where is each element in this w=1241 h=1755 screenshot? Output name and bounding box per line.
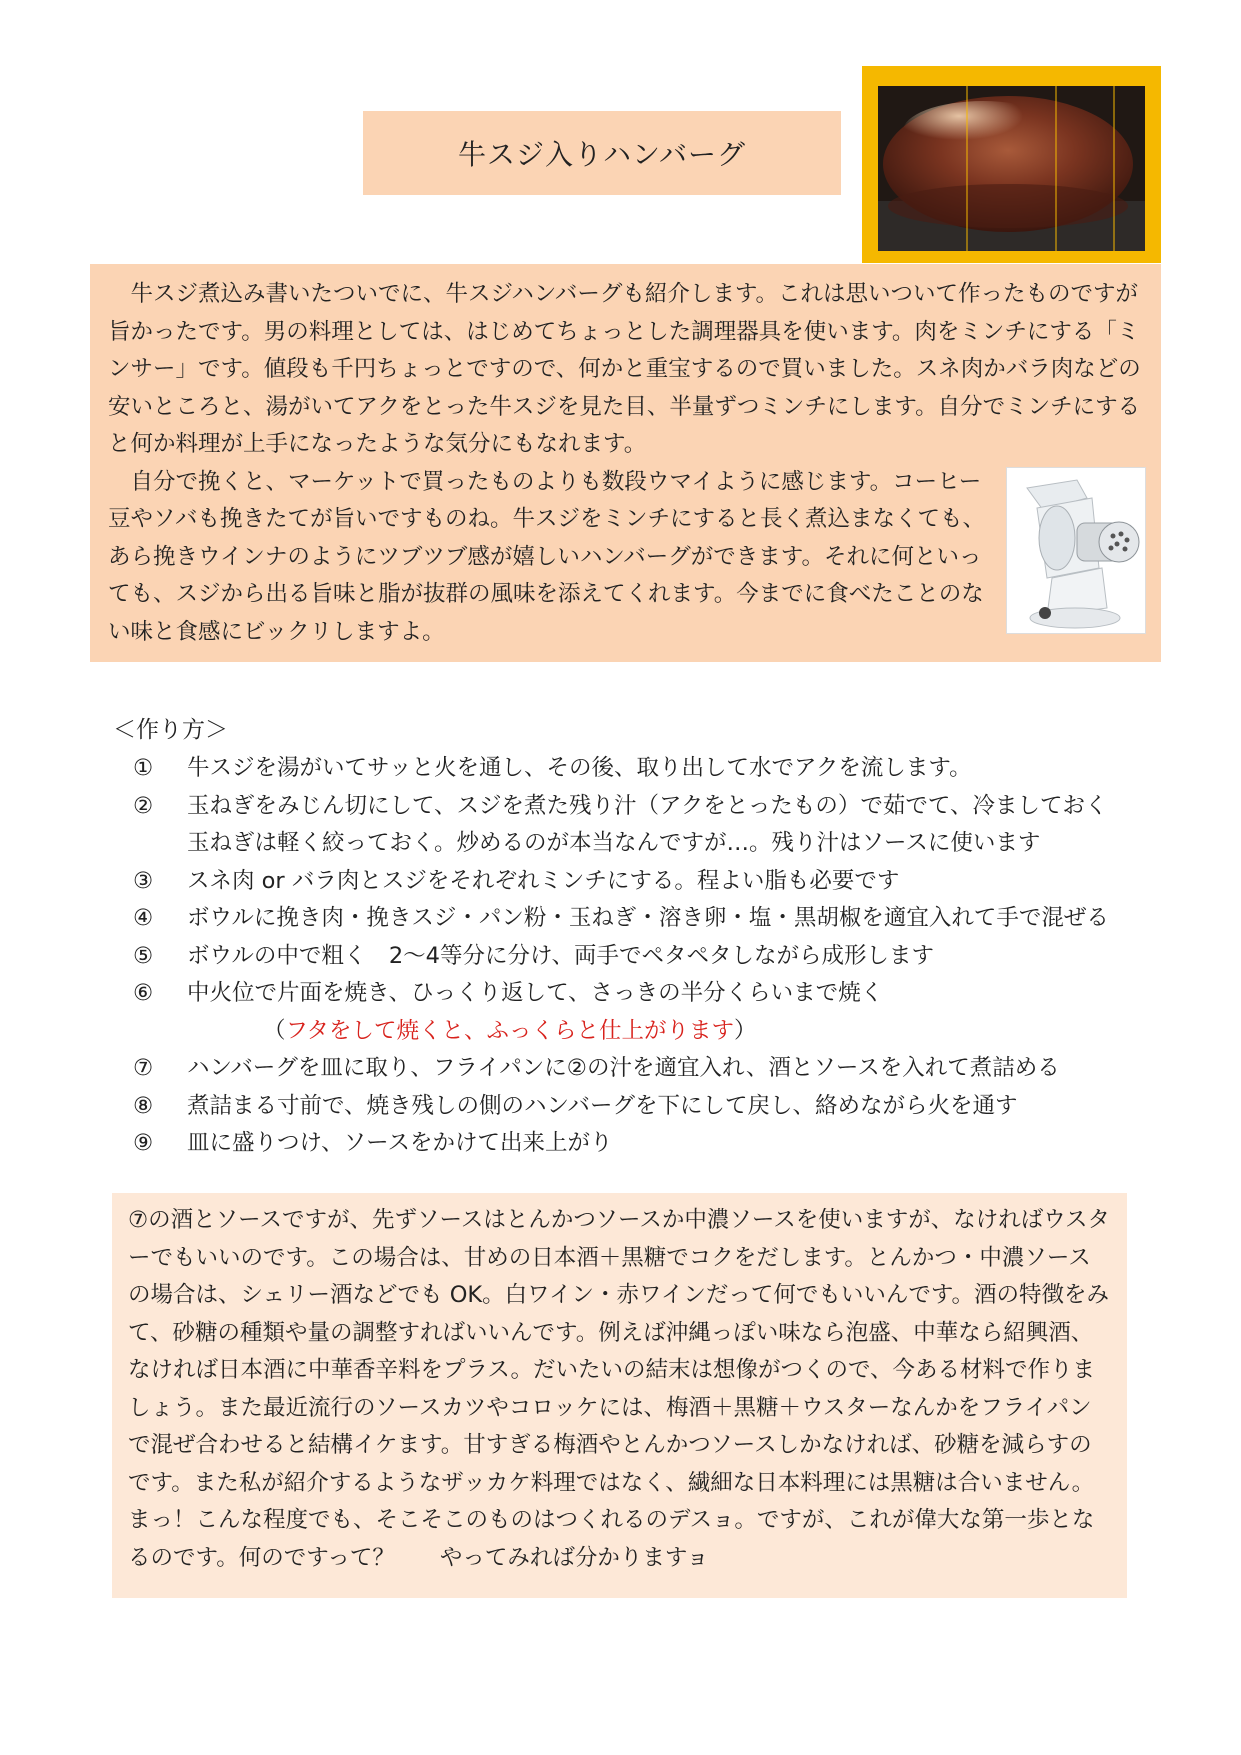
page-title-box: [363, 111, 841, 195]
meat-grinder-photo: [1006, 467, 1146, 634]
step-number: ⑧: [133, 1092, 154, 1119]
step-text: スネ肉 or バラ肉とスジをそれぞれミンチにする。程よい脂も必要です: [187, 867, 900, 894]
step-number: ⑦: [133, 1055, 154, 1081]
step-text: 玉ねぎは軽く絞っておく。炒めるのが本当なんですが…。残り汁はソースに使います: [187, 830, 1041, 856]
page-title: 牛スジ入りハンバーグ: [457, 138, 747, 171]
step-number: ⑨: [133, 1130, 154, 1156]
step-continuation: [133, 825, 1143, 863]
step-item: [133, 975, 1143, 1013]
hamburger-illustration: [878, 86, 1145, 251]
step-text: 煮詰まる寸前で、焼き残しの側のハンバーグを下にして戻し、絡めながら火を通す: [187, 1092, 1018, 1119]
step-text: 皿に盛りつけ、ソースをかけて出来上がり: [187, 1130, 613, 1156]
step-number: ④: [133, 905, 154, 931]
tips-paragraph: ⑦の酒とソースですが、先ずソースはとんかつソースか中濃ソースを使いますが、なければウスターでもいいのです。この場合は、甘めの日本酒＋黒糖でコクをだします。とんかつ・中濃ソースの場合は、シェリー酒などでも OK。白ワイン・赤ワインだって何でもいいんです。酒の特徴をみて、砂糖の種類や量の調整すればいいんです。例えば沖縄っぽい味なら泡盛、中華なら紹興酒、なければ日本酒に中華香辛料をプラス。だいたいの結末は想像がつくので、今ある材料で作りましょう。また最近流行のソースカツやコロッケには、梅酒＋黒糖＋ウスターなんかをフライパンで混ぜ合わせると結構イケます。甘すぎる梅酒やとんかつソースしかなければ、砂糖を減らすのです。また私が紹介するようなザッカケ料理ではなく、繊細な日本料理には黒糖は合いません。まっ！こんな程度でも、そこそこのものはつくれるのデスョ。ですが、これが偉大な第一歩となるのです。何のですって？ やってみれば分かりますョ: [128, 1207, 1111, 1571]
meat-grinder-illustration: [1007, 468, 1145, 633]
step-text: ハンバーグを皿に取り、フライパンに②の汁を適宜入れ、酒とソースを入れて煮詰める: [187, 1055, 1060, 1081]
step-text: 玉ねぎをみじん切にして、スジを煮た残り汁（アクをとったもの）で茹でて、冷ましておく: [187, 792, 1108, 819]
step-number: ⑥: [133, 980, 154, 1006]
step-item: [133, 900, 1143, 938]
step-number: ⑤: [133, 942, 154, 969]
method-heading: ＜作り方＞: [113, 717, 228, 743]
tips-section: [112, 1193, 1127, 1598]
intro-paragraph-2: 自分で挽くと、マーケットで買ったものよりも数段ウマイように感じます。コーヒー豆やソバも挽きたてが旨いですものね。牛スジをミンチにすると長く煮込まなくても、あら挽きウインナのようにツブツブ感が嬉しいハンバーグができます。それに何といっても、スジから出る旨味と脂が抜群の風味を添えてくれます。今までに食べたことのない味と食感にビックリしますよ。: [108, 468, 986, 645]
step-item: [133, 938, 1143, 976]
step-item: [133, 1088, 1143, 1126]
step-text: 牛スジを湯がいてサッと火を通し、その後、取り出して水でアクを流します。: [187, 755, 972, 781]
step-text: ボウルに挽き肉・挽きスジ・パン粉・玉ねぎ・溶き卵・塩・黒胡椒を適宜入れて手で混ぜる: [187, 905, 1109, 931]
step-item: [133, 1050, 1143, 1088]
step-text: 中火位で片面を焼き、ひっくり返して、さっきの半分くらいまで焼く: [187, 980, 884, 1006]
note-open: （: [263, 1017, 286, 1044]
step-item: [133, 750, 1143, 788]
method-steps: [133, 750, 1143, 1163]
step-item: [133, 863, 1143, 901]
step-number: ③: [133, 867, 154, 894]
step-text: ボウルの中で粗く 2～4等分に分け、両手でペタペタしながら成形します: [187, 942, 935, 969]
note-close: ）: [733, 1017, 757, 1044]
hamburger-photo-frame: [862, 66, 1161, 263]
note-text: フタをして焼くと、ふっくらと仕上がります: [285, 1017, 734, 1044]
step-item: [133, 788, 1143, 826]
step-item: [133, 1125, 1143, 1163]
step-number: ②: [133, 792, 154, 819]
hamburger-steak-photo: [878, 86, 1145, 251]
intro-section: [90, 264, 1161, 662]
step-number: ①: [133, 755, 154, 781]
intro-paragraph-1: 牛スジ煮込み書いたついでに、牛スジハンバーグも紹介します。これは思いついて作ったものですが旨かったです。男の料理としては、はじめてちょっとした調理器具を使います。肉をミンチにする「ミンサー」です。値段も千円ちょっとですので、何かと重宝するので買いました。スネ肉かバラ肉などの安いところと、湯がいてアクをとった牛スジを見た目、半量ずつミンチにします。自分でミンチにすると何か料理が上手になったような気分にもなれます。: [108, 281, 1141, 457]
step-note: [133, 1013, 1143, 1051]
